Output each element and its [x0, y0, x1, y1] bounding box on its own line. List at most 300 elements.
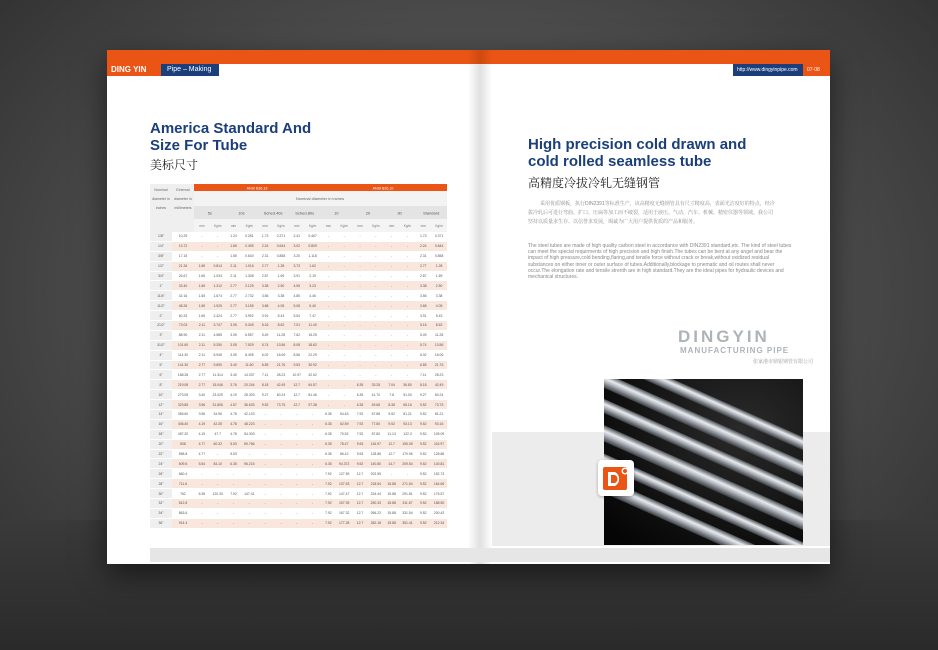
- table-cell: -: [289, 429, 305, 439]
- table-cell: 331.54: [400, 508, 416, 518]
- table-cell: 266.22: [368, 508, 384, 518]
- table-cell: 4.19: [194, 419, 210, 429]
- table-cell: 1.034: [210, 271, 226, 281]
- schedule-label: 5s: [207, 210, 212, 216]
- table-cell: -: [368, 291, 384, 301]
- table-cell: 9.52: [415, 410, 431, 420]
- table-cell: 116.97: [368, 439, 384, 449]
- table-cell: -: [336, 281, 352, 291]
- table-row: [150, 241, 447, 251]
- table-cell: 84.10: [210, 459, 226, 469]
- table-cell: 78.47: [336, 439, 352, 449]
- subcol-label: Kg/m: [277, 224, 285, 228]
- table-cell: 2.31: [257, 251, 273, 261]
- table-cell: -: [241, 518, 257, 528]
- table-cell: 9.52: [257, 400, 273, 410]
- table-cell: 8.18: [257, 380, 273, 390]
- table-cell: 7.92: [352, 419, 368, 429]
- table-cell: -: [336, 390, 352, 400]
- dingyin-logo-text: DINGYIN: [678, 327, 770, 346]
- table-cell: 140.81: [431, 459, 447, 469]
- table-cell: 812.8: [172, 499, 194, 509]
- subcol-label: mm: [230, 224, 237, 228]
- table-cell: -: [352, 340, 368, 350]
- table-cell: -: [241, 479, 257, 489]
- table-cell: -: [289, 469, 305, 479]
- table-cell: 34.96: [210, 410, 226, 420]
- table-cell: 7.11: [415, 370, 431, 380]
- table-cell: 2.11: [226, 261, 242, 271]
- table-cell: -: [368, 241, 384, 251]
- table-cell: -: [257, 479, 273, 489]
- table-cell: -: [321, 301, 337, 311]
- table-cell: -: [368, 261, 384, 271]
- table-cell: 3": [150, 330, 172, 340]
- table-cell: 9.52: [415, 518, 431, 528]
- table-cell: 7.92: [321, 479, 337, 489]
- table-cell: 355.60: [172, 410, 194, 420]
- subcol-label: mm: [389, 224, 395, 228]
- header-page-numbers: 07-08: [807, 67, 820, 73]
- table-cell: 11.314: [210, 370, 226, 380]
- table-cell: 3.40: [194, 390, 210, 400]
- schedule-label: Sched.40s: [263, 210, 283, 216]
- table-cell: 12.7: [352, 508, 368, 518]
- table-cell: 3.20: [289, 251, 305, 261]
- table-cell: -: [352, 301, 368, 311]
- table-cell: 12.7: [289, 400, 305, 410]
- table-cell: -: [273, 429, 289, 439]
- table-cell: -: [194, 469, 210, 479]
- table-cell: 2": [150, 311, 172, 321]
- table-cell: 234.44: [368, 489, 384, 499]
- table-cell: -: [384, 251, 400, 261]
- table-cell: 22": [150, 449, 172, 459]
- table-cell: 8.18: [415, 380, 431, 390]
- table-cell: -: [273, 518, 289, 528]
- table-cell: -: [400, 311, 416, 321]
- table-cell: -: [257, 419, 273, 429]
- table-cell: 9.52: [352, 459, 368, 469]
- table-cell: -: [273, 508, 289, 518]
- table-cell: 16": [150, 419, 172, 429]
- table-cell: 3.05: [226, 350, 242, 360]
- table-cell: -: [321, 340, 337, 350]
- english-paragraph: The steel tubes are made of high quality carbon steel in accordance with DIN2391 standard,etc. The kind of steel tubes can meet the special requirments of high precision and high finish.The tubes can be bent at any angel and bear the impact of high pressure,cold bending,flaring,and tensile force without crack or break,without oxidized residual substances on either inner or outer surface of tubes.Additionally,blockage to pnematic and oil routes shall never occur.The elongation rate and tensile strenth are in high standard.They are the ideal pipes for hydraulic devices and mechanical structures.: [528, 243, 792, 281]
- table-cell: 11.28: [273, 330, 289, 340]
- subcol-label: Kg/m: [372, 224, 380, 228]
- table-cell: 2.77: [226, 301, 242, 311]
- table-cell: 34": [150, 508, 172, 518]
- table-cell: 5.49: [415, 330, 431, 340]
- table-cell: 12.7: [352, 518, 368, 528]
- table-cell: -: [273, 419, 289, 429]
- table-cell: 12.7: [352, 499, 368, 509]
- table-cell: 1.65: [194, 311, 210, 321]
- table-row: [150, 251, 447, 261]
- table-cell: -: [368, 311, 384, 321]
- table-cell: 14.7: [384, 459, 400, 469]
- table-cell: -: [384, 311, 400, 321]
- table-cell: 2.41: [289, 232, 305, 241]
- table-cell: 2.11: [194, 340, 210, 350]
- table-cell: 0.644: [431, 241, 447, 251]
- table-cell: 62.59: [336, 419, 352, 429]
- table-cell: 5.43: [431, 311, 447, 321]
- table-cell: -: [336, 271, 352, 281]
- table-cell: 17.15: [172, 251, 194, 261]
- table-cell: 48.26: [172, 301, 194, 311]
- table-cell: -: [194, 479, 210, 489]
- table-cell: 3.38: [415, 281, 431, 291]
- table-cell: 3.05: [226, 330, 242, 340]
- table-cell: 167.32: [336, 508, 352, 518]
- table-cell: 11.28: [431, 330, 447, 340]
- table-cell: -: [289, 479, 305, 489]
- table-cell: 7.62: [289, 330, 305, 340]
- table-cell: -: [384, 291, 400, 301]
- table-cell: 14.037: [241, 370, 257, 380]
- table-cell: -: [194, 251, 210, 261]
- table-cell: -: [273, 469, 289, 479]
- table-cell: 7.92: [321, 518, 337, 528]
- table-cell: 81.46: [305, 390, 321, 400]
- table-row: [150, 301, 447, 311]
- table-cell: -: [289, 518, 305, 528]
- table-cell: 4.78: [226, 429, 242, 439]
- left-title-line2: Size For Tube: [150, 137, 248, 154]
- table-cell: 7.8: [384, 390, 400, 400]
- table-cell: 6": [150, 370, 172, 380]
- table-cell: 558.8: [172, 449, 194, 459]
- table-cell: 7.92: [321, 508, 337, 518]
- table-cell: 1.65: [194, 291, 210, 301]
- table-cell: 8.38: [384, 400, 400, 410]
- table-cell: -: [321, 360, 337, 370]
- table-cell: -: [384, 261, 400, 271]
- table-cell: -: [210, 449, 226, 459]
- table-cell: 64.57: [305, 380, 321, 390]
- table-cell: 6.35: [352, 390, 368, 400]
- table-cell: 1.62: [305, 261, 321, 271]
- table-cell: 5.74: [415, 340, 431, 350]
- table-cell: 4.55: [289, 281, 305, 291]
- table-cell: 0.858: [273, 251, 289, 261]
- size-table-header: [150, 184, 447, 232]
- table-cell: -: [305, 499, 321, 509]
- table-cell: 1.65: [194, 261, 210, 271]
- table-cell: -: [384, 350, 400, 360]
- table-cell: 1.73: [257, 232, 273, 241]
- table-cell: 41.70: [368, 390, 384, 400]
- table-cell: 3.96: [194, 400, 210, 410]
- table-cell: 273.05: [172, 390, 194, 400]
- table-cell: 18": [150, 429, 172, 439]
- table-cell: 42.103: [241, 410, 257, 420]
- table-cell: 81.21: [431, 410, 447, 420]
- table-cell: 5.43: [273, 311, 289, 321]
- table-cell: 6.55: [415, 360, 431, 370]
- table-cell: 7.529: [241, 340, 257, 350]
- table-cell: 2.732: [241, 291, 257, 301]
- table-cell: -: [384, 321, 400, 331]
- table-cell: 33.40: [172, 281, 194, 291]
- table-cell: 5.40: [305, 301, 321, 311]
- table-cell: 4.05: [431, 301, 447, 311]
- table-cell: 2.19: [305, 271, 321, 281]
- table-cell: -: [241, 469, 257, 479]
- table-cell: 147.47: [336, 489, 352, 499]
- table-cell: 3.73: [289, 261, 305, 271]
- table-cell: 2.31: [415, 251, 431, 261]
- table-cell: -: [400, 291, 416, 301]
- table-cell: -: [305, 459, 321, 469]
- table-cell: 54.303: [241, 429, 257, 439]
- table-cell: 2.24: [257, 241, 273, 251]
- table-cell: -: [352, 251, 368, 261]
- table-cell: 2.125: [241, 281, 257, 291]
- table-cell: 3.05: [226, 321, 242, 331]
- table-cell: 54.63: [336, 410, 352, 420]
- table-cell: 291.81: [400, 489, 416, 499]
- table-cell: 73.03: [172, 321, 194, 331]
- col-header-external: External diameter in millimeters: [174, 188, 192, 210]
- table-cell: 9.52: [415, 459, 431, 469]
- table-cell: -: [321, 281, 337, 291]
- table-cell: 8": [150, 380, 172, 390]
- table-cell: 2.77: [415, 261, 431, 271]
- table-cell: 2.77: [226, 281, 242, 291]
- table-cell: 2.77: [257, 261, 273, 271]
- table-cell: 1.24: [226, 232, 242, 241]
- table-cell: 30": [150, 489, 172, 499]
- table-cell: 176.57: [431, 489, 447, 499]
- table-cell: -: [273, 489, 289, 499]
- table-row: [150, 508, 447, 518]
- table-cell: 164.69: [431, 479, 447, 489]
- table-cell: 6.35: [352, 400, 368, 410]
- table-cell: 660.4: [172, 469, 194, 479]
- table-row: [150, 370, 447, 380]
- table-cell: 863.6: [172, 508, 194, 518]
- table-cell: 9.52: [415, 479, 431, 489]
- table-cell: -: [321, 330, 337, 340]
- table-cell: 5": [150, 360, 172, 370]
- table-cell: -: [352, 321, 368, 331]
- table-cell: 8.62: [431, 321, 447, 331]
- table-cell: -: [352, 350, 368, 360]
- table-cell: 15.88: [384, 508, 400, 518]
- table-cell: 11.40: [305, 321, 321, 331]
- table-cell: -: [289, 499, 305, 509]
- table-cell: -: [210, 241, 226, 251]
- table-cell: -: [194, 241, 210, 251]
- table-cell: -: [368, 350, 384, 360]
- header-schedule-bg: [194, 206, 447, 219]
- table-cell: -: [321, 251, 337, 261]
- table-cell: 51.00: [400, 390, 416, 400]
- table-cell: -: [321, 380, 337, 390]
- table-cell: -: [352, 330, 368, 340]
- table-cell: 3.91: [289, 271, 305, 281]
- table-cell: 12.7: [289, 380, 305, 390]
- table-cell: 49.66: [368, 400, 384, 410]
- table-cell: 2.77: [194, 360, 210, 370]
- table-cell: 73.75: [431, 400, 447, 410]
- table-cell: -: [321, 390, 337, 400]
- table-cell: 2.77: [226, 311, 242, 321]
- table-row: [150, 360, 447, 370]
- table-row: [150, 459, 447, 469]
- table-cell: -: [241, 449, 257, 459]
- table-cell: 5.08: [289, 301, 305, 311]
- table-cell: -: [384, 241, 400, 251]
- table-cell: -: [321, 311, 337, 321]
- table-cell: -: [257, 469, 273, 479]
- table-cell: -: [321, 400, 337, 410]
- table-cell: -: [321, 232, 337, 241]
- table-cell: 9.52: [384, 419, 400, 429]
- table-cell: 2.50: [431, 281, 447, 291]
- table-cell: 15.25: [305, 330, 321, 340]
- table-cell: 116.97: [431, 439, 447, 449]
- table-row: [150, 439, 447, 449]
- table-cell: 1.674: [210, 291, 226, 301]
- page-spine: [468, 50, 492, 564]
- table-row: [150, 311, 447, 321]
- table-cell: 8.56: [289, 350, 305, 360]
- table-cell: -: [336, 241, 352, 251]
- table-cell: 15.88: [384, 499, 400, 509]
- schedule-label: Sched.80s: [295, 210, 315, 216]
- table-cell: 7.92: [226, 489, 242, 499]
- table-cell: 128.86: [368, 449, 384, 459]
- table-cell: 11/4": [150, 291, 172, 301]
- table-cell: 457.20: [172, 429, 194, 439]
- table-cell: 9.27: [257, 390, 273, 400]
- table-cell: 1.016: [241, 261, 257, 271]
- table-row: [150, 271, 447, 281]
- table-cell: 2.11: [194, 350, 210, 360]
- schedule-label: 30: [397, 210, 402, 216]
- table-cell: 2.11: [194, 330, 210, 340]
- table-cell: 3.68: [415, 301, 431, 311]
- table-cell: -: [400, 350, 416, 360]
- table-row: [150, 469, 447, 479]
- table-cell: 87.80: [368, 429, 384, 439]
- table-cell: 1.65: [194, 301, 210, 311]
- table-cell: 3.68: [257, 301, 273, 311]
- table-cell: 1.312: [210, 281, 226, 291]
- table-cell: -: [273, 499, 289, 509]
- table-cell: 12.7: [384, 449, 400, 459]
- table-cell: -: [352, 360, 368, 370]
- table-cell: -: [352, 232, 368, 241]
- table-cell: 114.30: [172, 350, 194, 360]
- group-left-label: ANSI B36.19: [246, 186, 268, 191]
- table-cell: 6.35: [321, 449, 337, 459]
- table-cell: -: [368, 251, 384, 261]
- table-cell: 127.59: [336, 469, 352, 479]
- schedule-label: Standard: [423, 210, 440, 216]
- table-cell: -: [400, 261, 416, 271]
- table-cell: -: [289, 449, 305, 459]
- table-cell: -: [400, 241, 416, 251]
- table-cell: -: [384, 469, 400, 479]
- table-cell: 2.424: [210, 311, 226, 321]
- table-cell: 200.42: [431, 508, 447, 518]
- table-row: [150, 429, 447, 439]
- table-cell: 3.747: [210, 321, 226, 331]
- col-header-nominal: Nominal diameter in inches: [152, 188, 170, 210]
- table-cell: -: [368, 360, 384, 370]
- table-row: [150, 479, 447, 489]
- table-cell: 36.633: [241, 400, 257, 410]
- table-cell: -: [210, 251, 226, 261]
- table-cell: -: [305, 479, 321, 489]
- table-cell: 73.75: [273, 400, 289, 410]
- table-cell: -: [257, 410, 273, 420]
- table-cell: 12.7: [352, 479, 368, 489]
- table-cell: 282.18: [368, 518, 384, 528]
- table-cell: 28.303: [241, 390, 257, 400]
- table-cell: 0.809: [305, 241, 321, 251]
- table-cell: 609.6: [172, 459, 194, 469]
- table-row: [150, 400, 447, 410]
- table-cell: 219.08: [172, 380, 194, 390]
- table-cell: -: [352, 281, 368, 291]
- table-cell: -: [210, 232, 226, 241]
- table-cell: -: [336, 311, 352, 321]
- table-cell: -: [400, 301, 416, 311]
- subcol-label: mm: [199, 224, 205, 228]
- subcol-label: Kg/m: [245, 224, 254, 228]
- table-cell: 48.223: [241, 419, 257, 429]
- table-cell: 9.52: [415, 469, 431, 479]
- table-cell: 21/2": [150, 321, 172, 331]
- table-cell: 94.372: [336, 459, 352, 469]
- table-cell: 23.029: [210, 390, 226, 400]
- table-cell: 141.30: [172, 360, 194, 370]
- subcol-label: Kg/m: [435, 224, 443, 228]
- table-cell: 202.55: [368, 469, 384, 479]
- table-cell: -: [384, 370, 400, 380]
- table-cell: 5.945: [210, 350, 226, 360]
- table-cell: -: [305, 410, 321, 420]
- table-cell: 1/2": [150, 261, 172, 271]
- table-cell: 2.11: [194, 321, 210, 331]
- table-cell: 3.02: [289, 241, 305, 251]
- table-cell: 147.41: [241, 489, 257, 499]
- table-cell: -: [273, 479, 289, 489]
- manufacturing-pipe-text: MANUFACTURING PIPE: [680, 346, 790, 355]
- table-cell: 11/2": [150, 301, 172, 311]
- table-cell: -: [336, 370, 352, 380]
- table-cell: -: [210, 508, 226, 518]
- table-cell: 6.557: [241, 330, 257, 340]
- table-cell: 67.88: [368, 410, 384, 420]
- table-cell: -: [210, 518, 226, 528]
- table-cell: -: [400, 370, 416, 380]
- table-cell: 7.04: [384, 380, 400, 390]
- table-cell: -: [336, 232, 352, 241]
- table-cell: 1/4": [150, 241, 172, 251]
- table-cell: 3/8": [150, 251, 172, 261]
- table-cell: -: [321, 261, 337, 271]
- table-row: [150, 350, 447, 360]
- table-cell: 212.34: [431, 518, 447, 528]
- table-cell: -: [257, 439, 273, 449]
